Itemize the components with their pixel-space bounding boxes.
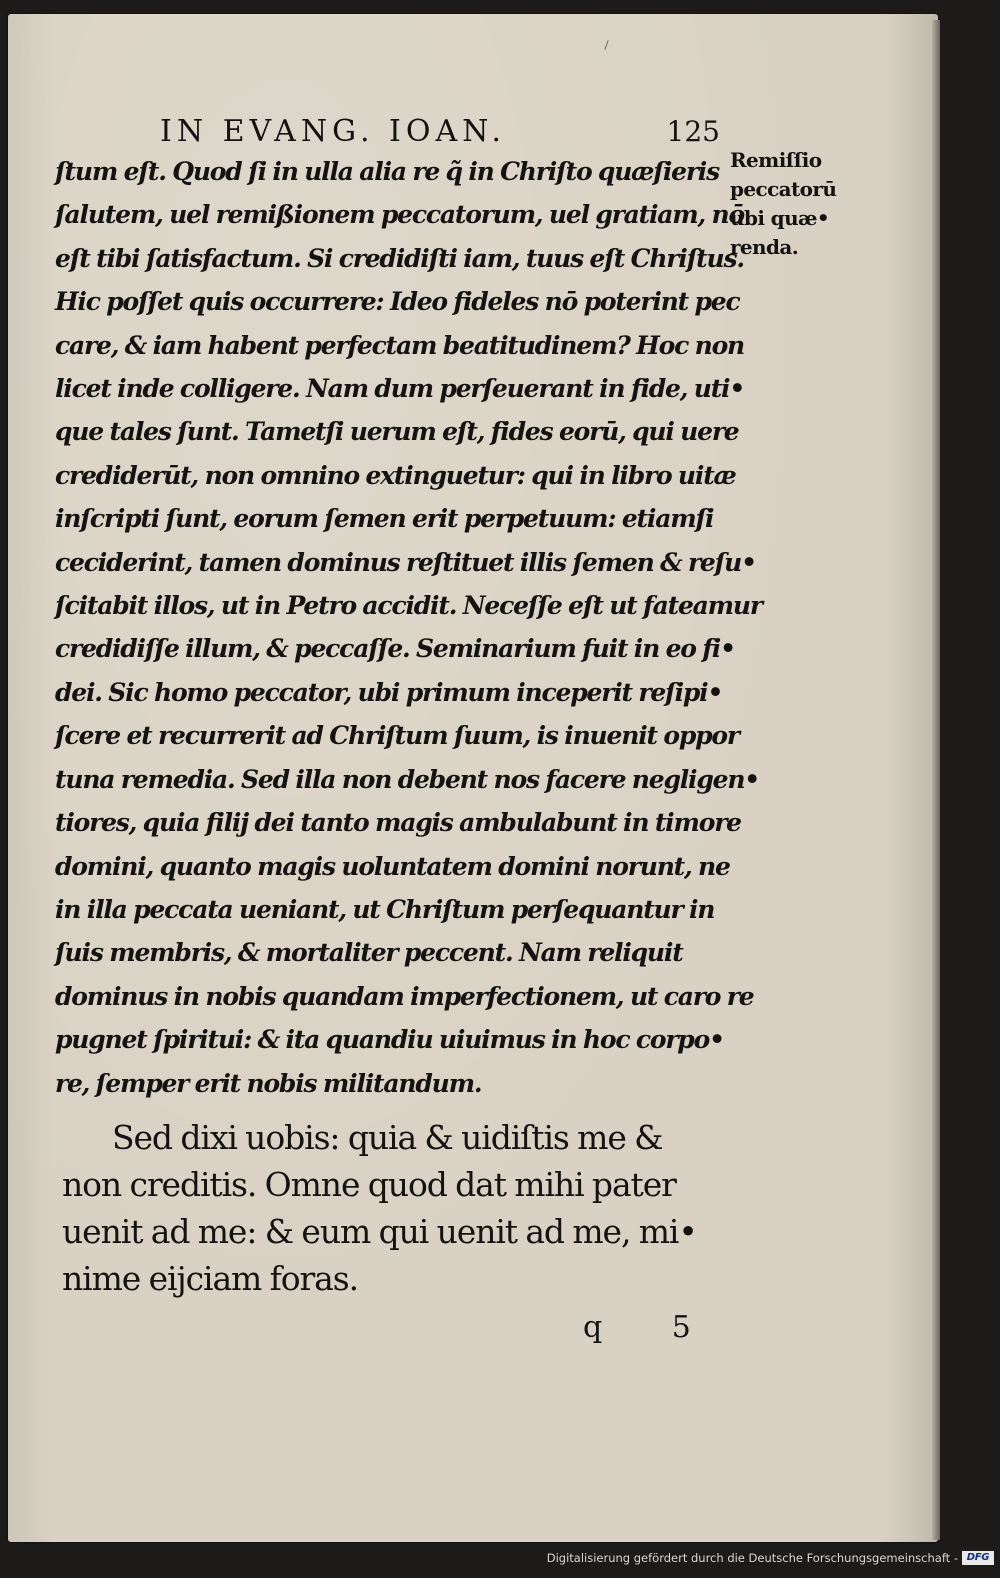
funding-credit: Digitalisierung gefördert durch die Deutsche Forschungsgemeinschaft -: [546, 1551, 958, 1565]
page-number: 125: [666, 115, 720, 148]
scripture-line: Sed dixi uobis: quia & uidiſtis me &: [112, 1118, 663, 1157]
text-line: re, ſemper erit nobis militandum.: [55, 1068, 482, 1098]
text-line: dei. Sic homo peccator, ubi primum inceperit reſipi•: [55, 677, 723, 707]
text-line: ſcere et recurrerit ad Chriſtum ſuum, is inuenit oppor: [55, 721, 739, 751]
text-line: ſuis membris, & mortaliter peccent. Nam reliquit: [55, 938, 683, 968]
text-line: ſtum eſt. Quod ſi in ulla alia re q̃ in Chriſto quæſieris: [55, 157, 719, 186]
text-line: pugnet ſpiritui: & ita quandiu uiuimus in hoc corpo•: [55, 1025, 724, 1055]
page-header: [160, 112, 720, 152]
scripture-line: non creditis. Omne quod dat mihi pater: [62, 1165, 676, 1204]
text-line: ſalutem, uel remißionem peccatorum, uel gratiam, nō: [55, 200, 745, 230]
text-line: eſt tibi ſatisfactum. Si credidiſti iam, tuus eſt Chriſtus.: [55, 243, 744, 273]
text-line: tiores, quia filij dei tanto magis ambulabunt in timore: [55, 808, 741, 838]
text-line: que tales ſunt. Tametſi uerum eſt, fides eorū, qui uere: [55, 417, 739, 447]
dfg-logo: DFG: [962, 1551, 994, 1565]
text-line: ceciderint, tamen dominus reſtituet illis ſemen & reſu•: [55, 547, 756, 577]
scripture-line: nime eijciam foras.: [62, 1259, 358, 1298]
text-line: in illa peccata ueniant, ut Chriſtum perſequantur in: [55, 894, 715, 924]
text-line: ſcitabit illos, ut in Petro accidit. Neceſſe eſt ut fateamur: [55, 591, 762, 621]
page-edge: [932, 20, 940, 1540]
running-head: IN EVANG. IOAN.: [160, 114, 507, 149]
text-line: crediderūt, non omnino extinguetur: qui in libro uitæ: [55, 460, 736, 490]
text-line: domini, quanto magis uoluntatem domini norunt, ne: [55, 851, 730, 881]
text-line: Hic poſſet quis occurrere: Ideo fideles nō poterint pec: [55, 287, 740, 317]
scripture-passage: [62, 1114, 742, 1302]
marginal-note-line: Remiſſio: [730, 148, 822, 172]
marginal-note: [730, 146, 860, 262]
commentary-text: [55, 150, 762, 1105]
text-line: licet inde colligere. Nam dum perſeuerant in fide, uti•: [55, 374, 745, 404]
marginal-note-line: peccatorū: [730, 177, 837, 201]
signature-mark: q 5: [583, 1310, 721, 1345]
text-line: inſcripti ſunt, eorum ſemen erit perpetuum: etiamſi: [55, 504, 714, 534]
text-line: dominus in nobis quandam imperfectionem, ut caro re: [55, 981, 754, 1011]
scripture-line: uenit ad me: & eum qui uenit ad me, mi•: [62, 1212, 697, 1251]
text-line: care, & iam habent perfectam beatitudinem? Hoc non: [55, 330, 745, 360]
text-line: credidiſſe illum, & peccaſſe. Seminarium fuit in eo fi•: [55, 634, 735, 664]
marginal-note-line: ubi quæ•: [730, 206, 830, 230]
marginal-note-line: renda.: [730, 235, 799, 259]
text-line: tuna remedia. Sed illa non debent nos facere negligen•: [55, 764, 760, 794]
